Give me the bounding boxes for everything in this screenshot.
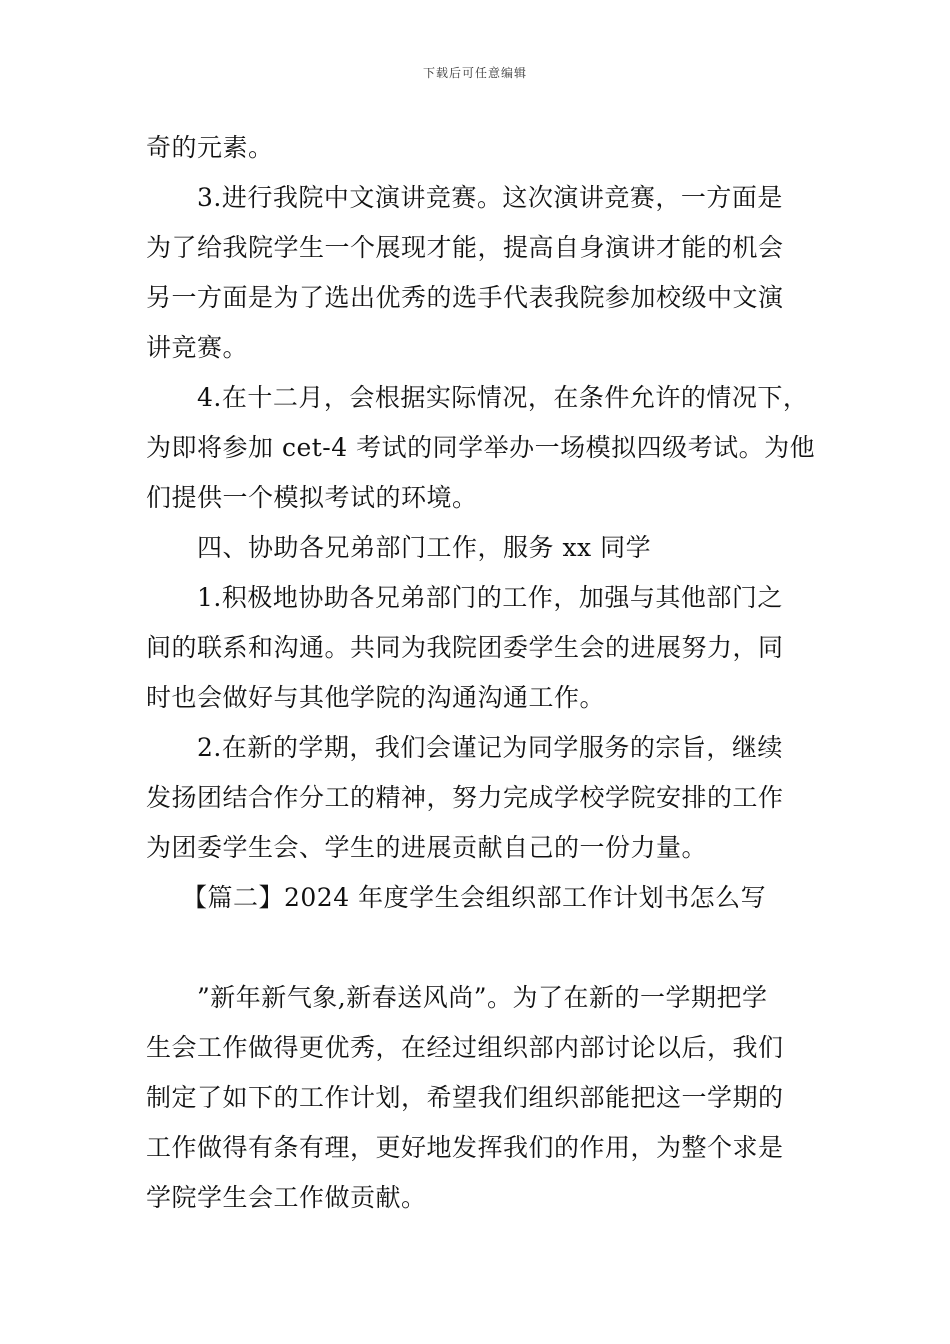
text-line: 为团委学生会、学生的进展贡献自己的一份力量。 — [146, 833, 708, 862]
text-line: 制定了如下的工作计划，希望我们组织部能把这一学期的 — [146, 1083, 784, 1112]
text-line: 4.在十二月，会根据实际情况，在条件允许的情况下， — [197, 383, 809, 412]
text-line: 1.积极地协助各兄弟部门的工作，加强与其他部门之 — [197, 583, 783, 612]
text-line: 为了给我院学生一个展现才能，提高自身演讲才能的机会 — [146, 233, 784, 262]
text-line: 【篇二】2024 年度学生会组织部工作计划书怎么写 — [182, 883, 767, 912]
page-header: 下载后可任意编辑 — [422, 66, 527, 80]
text-line: 奇的元素。 — [146, 133, 274, 162]
text-line: 生会工作做得更优秀，在经过组织部内部讨论以后，我们 — [146, 1033, 784, 1062]
text-line: 们提供一个模拟考试的环境。 — [146, 483, 478, 512]
text-line: 讲竞赛。 — [146, 333, 249, 362]
text-line: 四、协助各兄弟部门工作，服务 xx 同学 — [197, 533, 652, 562]
paragraph — [146, 123, 806, 173]
text-line: 发扬团结合作分工的精神，努力完成学校学院安排的工作 — [146, 783, 784, 812]
paragraph — [146, 573, 806, 723]
section-heading — [146, 873, 806, 923]
text-line: 3.进行我院中文演讲竞赛。这次演讲竞赛，一方面是 — [197, 183, 783, 212]
paragraph — [146, 723, 806, 873]
paragraph — [146, 373, 816, 523]
paragraph — [146, 173, 806, 373]
text-line: ”新年新气象,新春送风尚”。为了在新的一学期把学 — [197, 983, 768, 1012]
text-line: 2.在新的学期，我们会谨记为同学服务的宗旨，继续 — [197, 733, 783, 762]
text-line: 为即将参加 cet-4 考试的同学举办一场模拟四级考试。为他 — [146, 433, 816, 462]
text-line: 时也会做好与其他学院的沟通沟通工作。 — [146, 683, 606, 712]
text-line: 间的联系和沟通。共同为我院团委学生会的进展努力，同 — [146, 633, 784, 662]
text-line: 工作做得有条有理，更好地发挥我们的作用，为整个求是 — [146, 1133, 784, 1162]
text-line: 学院学生会工作做贡献。 — [146, 1183, 427, 1212]
document-body — [146, 123, 816, 1223]
blank-gap — [146, 923, 806, 973]
paragraph — [146, 973, 806, 1223]
paragraph — [146, 523, 806, 573]
text-line: 另一方面是为了选出优秀的选手代表我院参加校级中文演 — [146, 283, 784, 312]
